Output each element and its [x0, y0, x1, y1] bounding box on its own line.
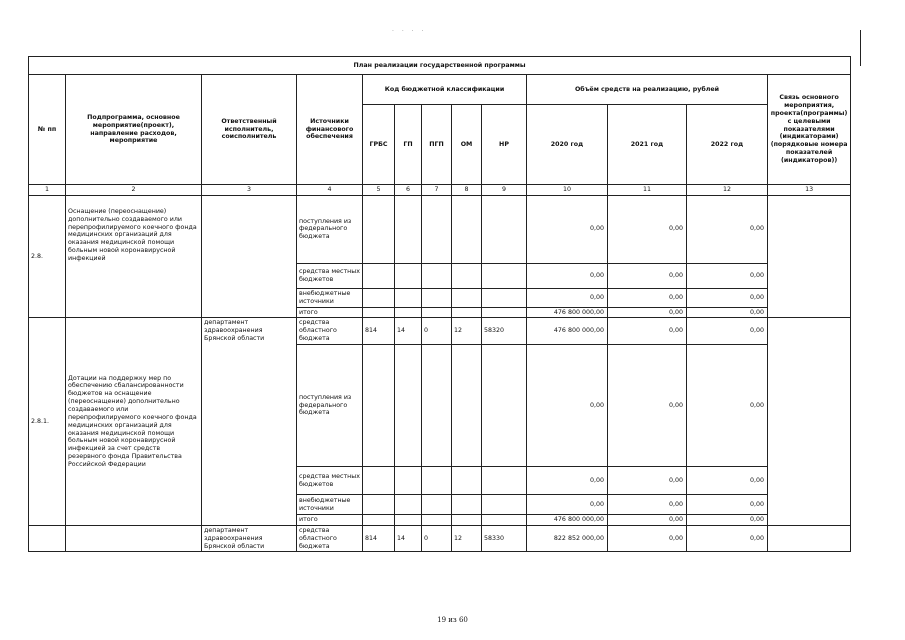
- table-title: План реализации государственной программы: [29, 57, 851, 75]
- column-number: 11: [608, 185, 687, 196]
- value-2020: 822 852 000,00: [527, 525, 608, 552]
- value-2022: 0,00: [687, 345, 768, 467]
- gp-cell: 14: [395, 318, 422, 345]
- value-2020: 0,00: [527, 495, 608, 515]
- source-cell: поступления из федерального бюджета: [297, 345, 363, 467]
- table-row: [29, 318, 851, 345]
- value-2022: 0,00: [687, 495, 768, 515]
- value-2021: 0,00: [608, 263, 687, 288]
- header-volume: Объём средств на реализацию, рублей: [527, 75, 768, 105]
- column-number: 1: [29, 185, 66, 196]
- header-npp: № пп: [29, 75, 66, 185]
- value-2022: 0,00: [687, 263, 768, 288]
- grbs-cell: 814: [363, 318, 395, 345]
- header-link: Связь основного мероприятия, проекта(программы) с целевыми показателями (индикаторами) (порядковые номера показателей (индикаторов)): [768, 75, 851, 185]
- header-nr: НР: [482, 105, 527, 185]
- column-number: 12: [687, 185, 768, 196]
- value-2021: 0,00: [608, 195, 687, 263]
- source-cell: средства областного бюджета: [297, 525, 363, 552]
- value-2020: 476 800 000,00: [527, 515, 608, 526]
- source-cell: внебюджетные источники: [297, 495, 363, 515]
- value-2021: 0,00: [608, 495, 687, 515]
- source-cell: поступления из федерального бюджета: [297, 195, 363, 263]
- header-om: ОМ: [452, 105, 482, 185]
- responsible-cell: департамент здравоохранения Брянской области: [202, 525, 297, 552]
- grbs-cell: 814: [363, 525, 395, 552]
- header-pgp: ПГП: [422, 105, 452, 185]
- header-program: Подпрограмма, основное мероприятие(проект), направление расходов, мероприятие: [66, 75, 202, 185]
- column-number: 2: [66, 185, 202, 196]
- value-2021: 0,00: [608, 515, 687, 526]
- value-2022: 0,00: [687, 318, 768, 345]
- row-number: 2.8.: [29, 195, 66, 318]
- header-responsible: Ответственный исполнитель, соисполнитель: [202, 75, 297, 185]
- pgp-cell: 0: [422, 318, 452, 345]
- om-cell: 12: [452, 525, 482, 552]
- column-number: 7: [422, 185, 452, 196]
- value-2020: 0,00: [527, 195, 608, 263]
- value-2022: 0,00: [687, 515, 768, 526]
- value-2022: 0,00: [687, 288, 768, 307]
- column-number: 5: [363, 185, 395, 196]
- header-2022: 2022 год: [687, 105, 768, 185]
- header-sources: Источники финансового обеспечения: [297, 75, 363, 185]
- header-2020: 2020 год: [527, 105, 608, 185]
- value-2020: 476 800 000,00: [527, 307, 608, 318]
- nr-cell: 58330: [482, 525, 527, 552]
- source-cell: средства местных бюджетов: [297, 263, 363, 288]
- column-number: 10: [527, 185, 608, 196]
- value-2021: 0,00: [608, 345, 687, 467]
- column-number: 6: [395, 185, 422, 196]
- value-2021: 0,00: [608, 467, 687, 495]
- value-2021: 0,00: [608, 288, 687, 307]
- source-cell: средства местных бюджетов: [297, 467, 363, 495]
- value-2022: 0,00: [687, 195, 768, 263]
- gp-cell: 14: [395, 525, 422, 552]
- header-gp: ГП: [395, 105, 422, 185]
- table-row: [29, 525, 851, 552]
- row-number: 2.8.1.: [29, 318, 66, 525]
- value-2022: 0,00: [687, 307, 768, 318]
- header-grbs: ГРБС: [363, 105, 395, 185]
- source-cell: итого: [297, 515, 363, 526]
- source-cell: итого: [297, 307, 363, 318]
- value-2021: 0,00: [608, 525, 687, 552]
- row-title: Оснащение (переоснащение) дополнительно создаваемого или перепрофилируемого коечного фонда медицинских организаций для оказания медицинской помощи больным новой коронавирусной инфекцией: [66, 195, 202, 318]
- column-number: 3: [202, 185, 297, 196]
- column-number-row: [29, 185, 851, 196]
- value-2022: 0,00: [687, 467, 768, 495]
- column-number: 8: [452, 185, 482, 196]
- value-2021: 0,00: [608, 307, 687, 318]
- nr-cell: 58320: [482, 318, 527, 345]
- pgp-cell: 0: [422, 525, 452, 552]
- responsible-cell: [202, 195, 297, 318]
- value-2021: 0,00: [608, 318, 687, 345]
- value-2020: 0,00: [527, 345, 608, 467]
- om-cell: 12: [452, 318, 482, 345]
- scan-edge-mark: [860, 30, 861, 66]
- scan-artifact-dots: · · · ·: [392, 28, 427, 35]
- link-cell: [768, 195, 851, 318]
- page-number: 19 из 60: [437, 616, 468, 624]
- value-2020: 476 800 000,00: [527, 318, 608, 345]
- source-cell: средства областного бюджета: [297, 318, 363, 345]
- source-cell: внебюджетные источники: [297, 288, 363, 307]
- column-number: 13: [768, 185, 851, 196]
- column-number: 9: [482, 185, 527, 196]
- column-number: 4: [297, 185, 363, 196]
- value-2020: 0,00: [527, 288, 608, 307]
- program-plan-table: [28, 56, 851, 552]
- table-row: [29, 195, 851, 263]
- responsible-cell: департамент здравоохранения Брянской области: [202, 318, 297, 525]
- link-cell: [768, 318, 851, 525]
- row-title: Дотации на поддержку мер по обеспечению сбалансированности бюджетов на оснащение (переоснащение) дополнительно создаваемого или перепрофилируемого коечного фонда медицинских организаций для оказания медицинской помощи больным новой коронавирусной инфекцией за счет средств резервного фонда Правительства Российской Федерации: [66, 318, 202, 525]
- value-2020: 0,00: [527, 263, 608, 288]
- value-2022: 0,00: [687, 525, 768, 552]
- header-budget-code: Код бюджетной классификации: [363, 75, 527, 105]
- header-2021: 2021 год: [608, 105, 687, 185]
- value-2020: 0,00: [527, 467, 608, 495]
